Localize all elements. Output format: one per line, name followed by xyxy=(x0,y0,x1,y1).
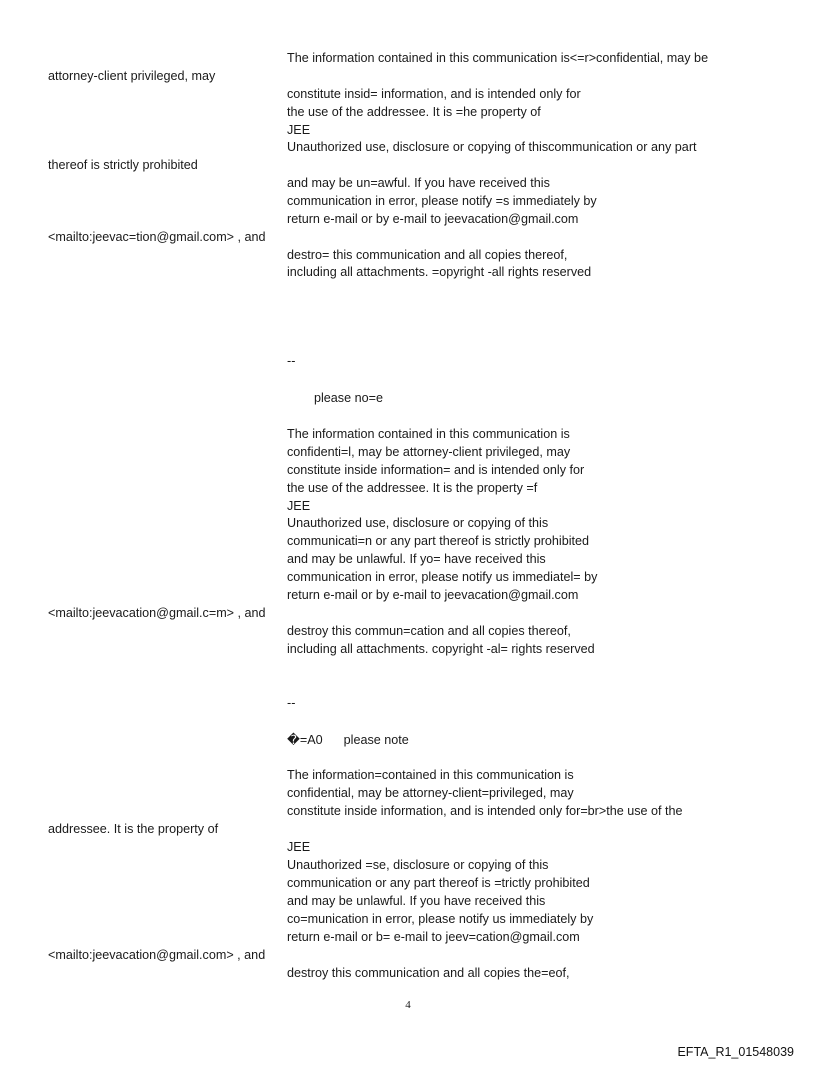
text-line: destro= this communication and all copies thereof, xyxy=(287,248,568,262)
text-line: including all attachments. copyright -al= rights reserved xyxy=(287,642,595,656)
text-line: constitute inside information, and is intended only for=br>the use of the xyxy=(287,804,683,818)
text-line: and may be unlawful. If you have received this xyxy=(287,894,546,908)
text-line: confidenti=l, may be attorney-client privileged, may xyxy=(287,445,571,459)
text-line: return e-mail or by e-mail to jeevacation@gmail.com xyxy=(287,588,579,602)
text-line: JEE xyxy=(287,499,311,513)
text-line: constitute insid= information, and is intended only for xyxy=(287,87,581,101)
text-line: communicati=n or any part thereof is strictly prohibited xyxy=(287,534,590,548)
text-line: Unauthorized =se, disclosure or copying of this xyxy=(287,858,549,872)
bates-number: EFTA_R1_01548039 xyxy=(677,1045,794,1059)
note-line: �=A0 please note xyxy=(287,733,409,747)
text-line: JEE xyxy=(287,840,311,854)
text-line: the use of the addressee. It is =he property of xyxy=(287,105,541,119)
text-line: communication or any part thereof is =trictly prohibited xyxy=(287,876,590,890)
mailto-link[interactable]: <mailto:jeevacation@gmail.c=m> , and xyxy=(48,606,266,620)
text-line: co=munication in error, please notify us immediately by xyxy=(287,912,594,926)
page-number: 4 xyxy=(405,999,411,1011)
text-line: Unauthorized use, disclosure or copying of thiscommunication or any part xyxy=(287,140,697,154)
separator: -- xyxy=(287,354,296,368)
text-line: JEE xyxy=(287,123,311,137)
text-line: The information=contained in this communication is xyxy=(287,768,574,782)
separator: -- xyxy=(287,696,296,710)
text-line: return e-mail or b= e-mail to jeev=cation@gmail.com xyxy=(287,930,580,944)
mailto-link[interactable]: <mailto:jeevac=tion@gmail.com> , and xyxy=(48,230,266,244)
text-line: addressee. It is the property of xyxy=(48,822,219,836)
note-line: please no=e xyxy=(314,391,383,405)
text-line: destroy this commun=cation and all copies thereof, xyxy=(287,624,571,638)
text-line: constitute inside information= and is intended only for xyxy=(287,463,585,477)
text-line: Unauthorized use, disclosure or copying of this xyxy=(287,516,549,530)
text-line: The information contained in this communication is xyxy=(287,427,570,441)
text-line: The information contained in this communication is<=r>confidential, may be xyxy=(287,51,709,65)
text-line: including all attachments. =opyright -all rights reserved xyxy=(287,265,592,279)
text-line: confidential, may be attorney-client=privileged, may xyxy=(287,786,574,800)
text-line: communication in error, please notify =s immediately by xyxy=(287,194,597,208)
text-line: and may be un=awful. If you have received this xyxy=(287,176,550,190)
text-line: destroy this communication and all copies the=eof, xyxy=(287,966,570,980)
text-line: thereof is strictly prohibited xyxy=(48,158,198,172)
text-line: return e-mail or by e-mail to jeevacation@gmail.com xyxy=(287,212,579,226)
text-line: and may be unlawful. If yo= have received this xyxy=(287,552,546,566)
mailto-link[interactable]: <mailto:jeevacation@gmail.com> , and xyxy=(48,948,266,962)
text-line: communication in error, please notify us immediatel= by xyxy=(287,570,598,584)
text-line: attorney-client privileged, may xyxy=(48,69,216,83)
text-line: the use of the addressee. It is the property =f xyxy=(287,481,538,495)
